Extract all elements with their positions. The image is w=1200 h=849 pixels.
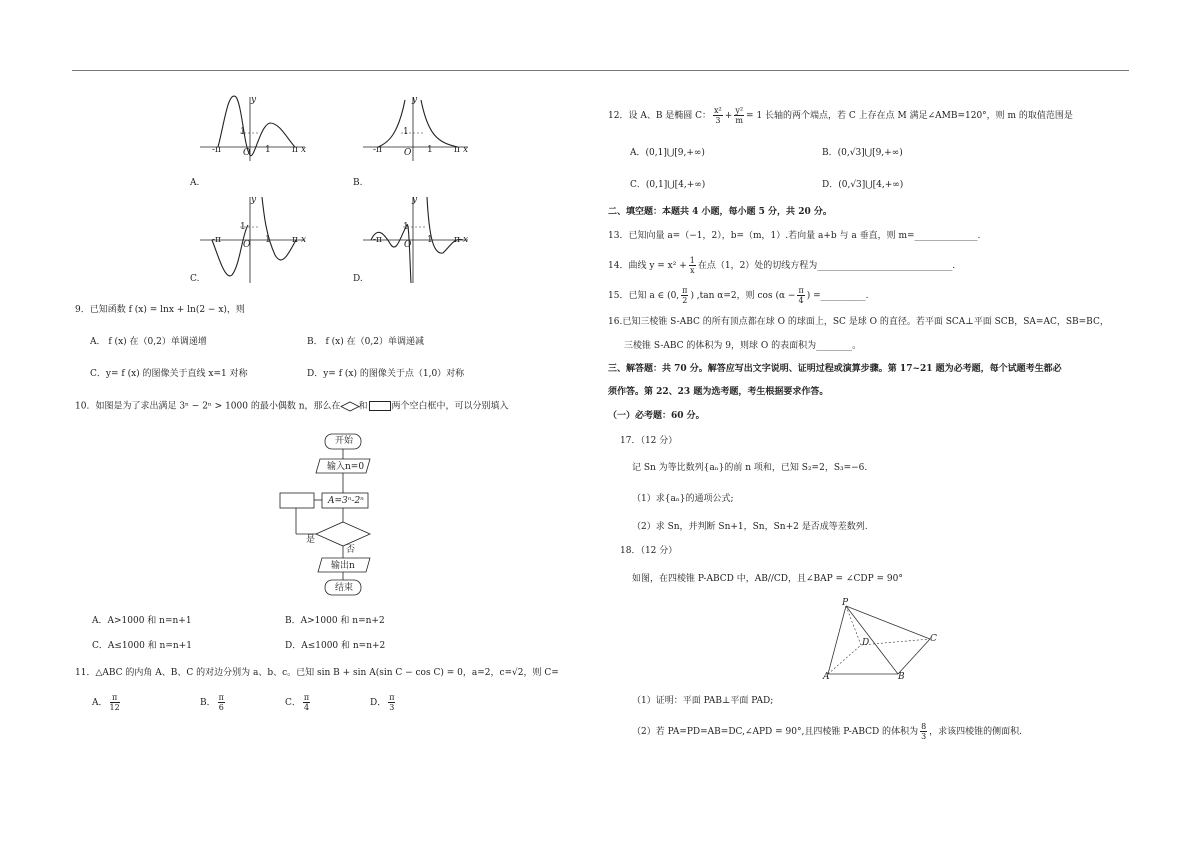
q10-option-a: A．A>1000 和 n=n+1 [92,616,192,626]
graph-b-origin: O [404,148,412,158]
graph-a-pi: π [292,145,298,155]
flow-no: 否 [346,545,356,555]
graph-b-y-label: y [412,95,418,105]
q13: 13．已知向量 a=（−1，2），b=（m，1）.若向量 a+b 与 a 垂直，则 m=______________. [608,231,981,241]
graph-c-neg-pi: -π [212,235,221,245]
q9-stem: 9．已知函数 f (x) = lnx + ln(2 − x)，则 [75,305,245,315]
graph-c-origin: O [243,240,251,250]
graph-a-x-label: x [301,145,307,155]
rect-icon [369,401,391,411]
flow-end: 结束 [335,583,354,593]
graph-b-x-label: x [463,145,469,155]
q11-stem: 11．△ABC 的内角 A、B、C 的对边分别为 a、b、c。已知 sin B + sin A(sin C − cos C) = 0，a=2，c=√2，则 C= [75,668,559,678]
graph-b-y-one: 1 [403,127,409,137]
graph-b-label: B. [353,178,363,188]
q17-part1: （1）求{aₙ}的通项公式; [632,494,734,504]
graph-c-one: 1 [265,235,271,245]
graph-b-one: 1 [427,145,433,155]
graph-c-y-one: 1 [240,222,246,232]
q9-option-d: D．y= f (x) 的图像关于点（1,0）对称 [307,369,465,379]
q14: 14．曲线 y = x² + $\frac{1}{x}$ 在点（1，2）处的切线方程为______________________________. [608,256,956,275]
flowchart [278,432,378,597]
q9-option-a: A． f (x) 在（0,2）单调递增 [90,337,207,347]
flow-input: 输入n=0 [327,462,365,472]
pyramid-figure [826,598,941,683]
q17-body: 记 Sn 为等比数列{aₙ}的前 n 项和，已知 S₂=2，S₃=−6. [632,463,868,473]
q15: 15．已知 a ∈ (0, $\frac{\pi}{2}$ ) ,tan α=2，则 cos (α − $\frac{\pi}{4}$ ) =__________. [608,286,869,305]
q10-option-c: C．A≤1000 和 n=n+1 [92,641,192,651]
q16-line1: 16.已知三棱锥 S-ABC 的所有顶点都在球 O 的球面上，SC 是球 O 的直径。若平面 SCA⊥平面 SCB，SA=AC，SB=BC， [608,317,1109,327]
vertex-d: D [862,638,870,648]
q17-head: 17．（12 分） [620,436,678,446]
q12-option-c: C．(0,1]⋃[4,+∞) [630,180,706,190]
graph-d-x-label: x [463,235,469,245]
q18-head: 18．（12 分） [620,546,678,556]
graph-a-one: 1 [265,145,271,155]
q18-body: 如图，在四棱锥 P-ABCD 中，AB//CD，且∠BAP = ∠CDP = 90° [632,574,903,584]
q10-stem [75,401,509,413]
section-3-line2: 须作答。第 22、23 题为选考题，考生根据要求作答。 [608,387,829,397]
vertex-a: A [823,672,830,682]
header-rule [72,70,1129,71]
q17-part2: （2）求 Sn，并判断 Sn+1，Sn，Sn+2 是否成等差数列. [632,522,868,532]
flow-start: 开始 [335,436,354,446]
graph-d-y-one: 1 [403,222,409,232]
graph-b-neg-pi: -π [373,145,382,155]
q11-option-a: A． $\frac{\pi}{12}$ [92,693,120,712]
q10-option-b: B．A>1000 和 n=n+2 [285,616,385,626]
section-2-title: 二、填空题：本题共 4 小题，每小题 5 分，共 20 分。 [608,207,832,217]
q11-option-d: D． $\frac{\pi}{3}$ [370,693,395,712]
graph-d-neg-pi: -π [373,235,382,245]
graph-a-neg-pi: -π [212,145,221,155]
q18-part2: （2）若 PA=PD=AB=DC,∠APD = 90°,且四棱锥 P-ABCD 的体积为 $\frac{8}{3}$ ，求该四棱锥的侧面积. [632,722,1023,741]
vertex-b: B [898,672,905,682]
section-3-sub: （一）必考题：60 分。 [608,411,705,421]
graph-a-y-one: 1 [240,127,246,137]
q10-stem-c: 两个空白框中，可以分别填入 [391,401,509,412]
graph-a-y-label: y [251,95,257,105]
flow-output: 输出n [331,561,355,571]
vertex-p: P [842,598,849,608]
graph-b-pi: π [454,145,460,155]
graph-c-pi: π [292,235,298,245]
graph-d-y-label: y [412,195,418,205]
q9-option-b: B． f (x) 在（0,2）单调递减 [307,337,424,347]
graph-a-label: A. [190,178,200,188]
graph-c-x-label: x [301,235,307,245]
vertex-c: C [930,634,937,644]
q12-stem: 12．设 A、B 是椭圆 C： $\frac{\text{x²}}{3}$ + $\frac{\text{y²}}{m}$ = 1 长轴的两个端点，若 C 上存在点 M 满足∠AMB=120°，则 m 的取值范围是 [608,106,1073,125]
graph-c-label: C. [190,274,200,284]
q18-part1: （1）证明：平面 PAB⊥平面 PAD; [632,696,774,706]
graph-c-y-label: y [251,195,257,205]
q10-option-d: D．A≤1000 和 n=n+2 [285,641,386,651]
q12-option-b: B．(0,√3]⋃[9,+∞) [822,148,903,158]
q12-option-d: D．(0,√3]⋃[4,+∞) [822,180,904,190]
q11-option-c: C． $\frac{\pi}{4}$ [285,693,310,712]
section-3-line1: 三、解答题：共 70 分。解答应写出文字说明、证明过程或演算步骤。第 17~21 题为必考题，每个试题考生都必 [608,364,1062,374]
graph-d-one: 1 [427,235,433,245]
graph-a-origin: O [243,148,251,158]
q11-option-b: B． $\frac{\pi}{6}$ [200,693,224,712]
flow-assign: A=3ⁿ-2ⁿ [328,496,364,506]
flow-yes: 是 [306,535,316,545]
graph-d-label: D. [353,274,363,284]
q9-option-c: C．y= f (x) 的图像关于直线 x=1 对称 [90,369,248,379]
q12-option-a: A．(0,1]⋃[9,+∞) [630,148,705,158]
q16-line2: 三棱锥 S-ABC 的体积为 9，则球 O 的表面积为________。 [624,341,862,351]
q10-stem-a: 10．如图是为了求出满足 3ⁿ − 2ⁿ > 1000 的最小偶数 n，那么在 [75,401,341,412]
diamond-icon [341,402,359,411]
graph-d-pi: π [454,235,460,245]
q10-stem-b: 和 [358,401,368,412]
graph-d-origin: O [404,240,412,250]
